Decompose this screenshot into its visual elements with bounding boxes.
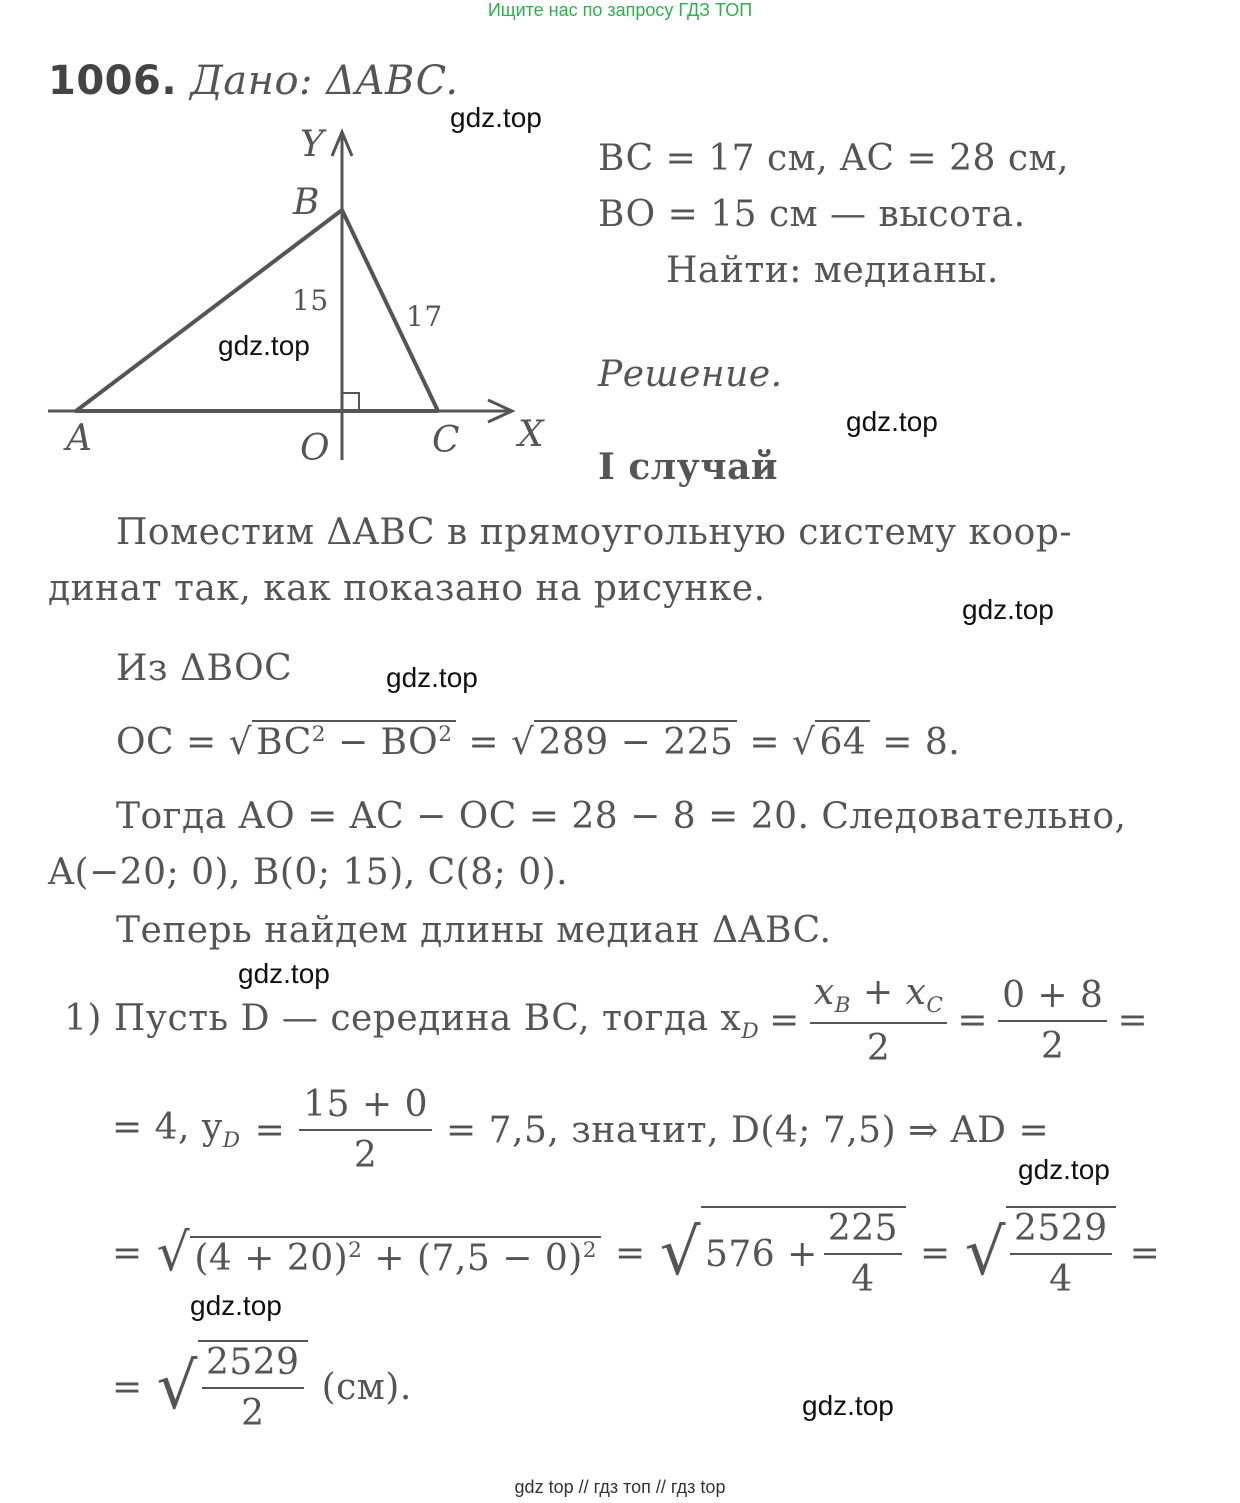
- right-angle-mark: [342, 393, 359, 411]
- frac-den: 4: [851, 1259, 875, 1300]
- sqrt-icon: √: [156, 1350, 198, 1424]
- equals: =: [920, 1232, 951, 1274]
- exp: 2: [582, 1238, 598, 1263]
- solution-label: Решение.: [598, 354, 783, 395]
- search-banner[interactable]: Ищите нас по запросу ГДЗ ТОП: [487, 0, 753, 20]
- sqrt-expr3: [965, 1206, 1116, 1300]
- fraction-0-8: [998, 975, 1107, 1067]
- given-line1: BC = 17 см, AC = 28 см,: [598, 138, 1069, 179]
- exp: 2: [438, 722, 453, 747]
- watermark: gdz.top: [238, 958, 330, 989]
- watermark: gdz.top: [962, 594, 1054, 625]
- sub-c: C: [926, 993, 944, 1019]
- fraction-xb-xc: [810, 972, 948, 1069]
- term1: (4 + 20): [194, 1238, 349, 1279]
- sqrt-icon: √: [228, 722, 253, 763]
- step1-line4: [112, 1340, 412, 1434]
- step1-line2: [112, 1084, 1049, 1176]
- then-line: Тогда AO = AC − OC = 28 − 8 = 20. Следовательно,: [116, 796, 1127, 837]
- watermark: gdz.top: [386, 662, 478, 693]
- fraction-225-4: [824, 1208, 902, 1300]
- watermark: gdz.top: [190, 1290, 282, 1321]
- fraction-2529-4: [1010, 1208, 1112, 1300]
- term2: + (7,5 − 0): [362, 1238, 583, 1279]
- frac-num: 15 + 0: [299, 1084, 432, 1131]
- frac-den: 2: [353, 1135, 378, 1176]
- radicand-576: [701, 1206, 906, 1300]
- watermark: gdz.top: [1018, 1154, 1110, 1185]
- label-a: A: [66, 418, 93, 459]
- frac-den: 2: [1041, 1025, 1065, 1067]
- radicand-2529-2: [198, 1340, 308, 1434]
- watermark: gdz.top: [846, 406, 938, 437]
- sqrt-icon: √: [659, 1216, 701, 1290]
- bo-term: − BO: [326, 722, 439, 763]
- equals: =: [468, 722, 500, 763]
- radicand-2529-4: [1006, 1206, 1116, 1300]
- equals: =: [112, 1232, 143, 1274]
- label-y: Y: [300, 124, 325, 165]
- oc-lhs: OC =: [116, 722, 217, 763]
- label-x: X: [518, 414, 545, 455]
- frac-num: 2529: [1010, 1208, 1112, 1255]
- sqrt-icon: √: [792, 722, 816, 763]
- case-label: I случай: [598, 446, 779, 488]
- step1-label: 1) Пусть D — середина BC, тогда x: [64, 997, 742, 1039]
- equals: =: [769, 1000, 800, 1042]
- equals: =: [957, 1000, 989, 1042]
- footer-links[interactable]: gdz top // гдз топ // гдз top: [514, 1477, 726, 1497]
- equals: =: [1129, 1232, 1161, 1274]
- oc-radicand2: 289 − 225: [534, 720, 737, 763]
- sqrt-expr4: [157, 1340, 308, 1434]
- problem-header: [48, 58, 459, 104]
- fraction-2529-2: [202, 1342, 304, 1434]
- bc-term: BC: [256, 722, 312, 763]
- frac-den: 2: [866, 1028, 891, 1070]
- equals: =: [749, 722, 781, 763]
- sqrt-expr2: [660, 1206, 906, 1300]
- problem-number: 1006.: [48, 58, 178, 104]
- paragraph-line2: динат так, как показано на рисунке.: [48, 568, 766, 609]
- xc: + x: [851, 972, 927, 1013]
- oc-radicand3: 64: [815, 720, 870, 763]
- radicand-sum: [190, 1236, 601, 1279]
- watermark: gdz.top: [218, 330, 310, 361]
- length-bo: 15: [292, 284, 329, 317]
- frac-den: 4: [1049, 1259, 1073, 1300]
- xb: x: [813, 972, 835, 1013]
- label-c: C: [432, 420, 461, 461]
- label-o: O: [300, 428, 331, 469]
- step1-text: [64, 998, 759, 1044]
- watermark: gdz.top: [450, 102, 542, 133]
- yd-result: = 7,5, значит, D(4; 7,5) ⇒ AD =: [446, 1109, 1050, 1151]
- term-576: 576 +: [704, 1233, 818, 1275]
- now-line: Теперь найдем длины медиан ΔABC.: [116, 910, 832, 951]
- given-label: Дано: ΔABC.: [190, 58, 459, 104]
- frac-num: 2529: [202, 1342, 304, 1389]
- unit-cm: (см).: [321, 1366, 412, 1408]
- coords-line: A(−20; 0), B(0; 15), C(8; 0).: [48, 852, 569, 893]
- sqrt-expr: [157, 1223, 601, 1283]
- paragraph-line1: Поместим ΔABC в прямоугольную систему коор-: [116, 512, 1073, 553]
- yd-term: [112, 1107, 241, 1153]
- frac-num: [810, 972, 948, 1024]
- exp: 2: [348, 1238, 363, 1263]
- length-bc: 17: [406, 300, 443, 333]
- frac-num: 0 + 8: [998, 975, 1107, 1022]
- fraction-15-0: [299, 1084, 432, 1176]
- step1-line3: [112, 1206, 1160, 1300]
- from-boc: Из ΔBOC: [116, 648, 293, 689]
- sub-b: B: [834, 993, 852, 1019]
- sqrt-icon: √: [511, 722, 535, 763]
- watermark: gdz.top: [802, 1390, 894, 1421]
- frac-den: 2: [241, 1393, 265, 1434]
- given-line2: BO = 15 см — высота.: [598, 194, 1026, 235]
- equals: =: [615, 1232, 646, 1274]
- yd-label: = 4, y: [112, 1106, 223, 1148]
- step1-line: [64, 972, 1148, 1069]
- oc-formula: [116, 720, 960, 763]
- equals: =: [254, 1109, 286, 1151]
- frac-num: 225: [824, 1208, 902, 1255]
- exp: 2: [311, 722, 326, 747]
- oc-radicand1: [252, 720, 456, 763]
- sub-d: D: [222, 1128, 241, 1154]
- label-b: B: [293, 182, 320, 223]
- find-line: Найти: медианы.: [666, 250, 999, 291]
- sqrt-icon: √: [964, 1216, 1006, 1290]
- sqrt-icon: √: [156, 1223, 191, 1283]
- oc-result: = 8.: [882, 722, 961, 763]
- sub-d: D: [741, 1018, 760, 1044]
- equals: =: [1117, 1000, 1149, 1042]
- equals: =: [112, 1366, 143, 1408]
- triangle-abc: [76, 210, 438, 411]
